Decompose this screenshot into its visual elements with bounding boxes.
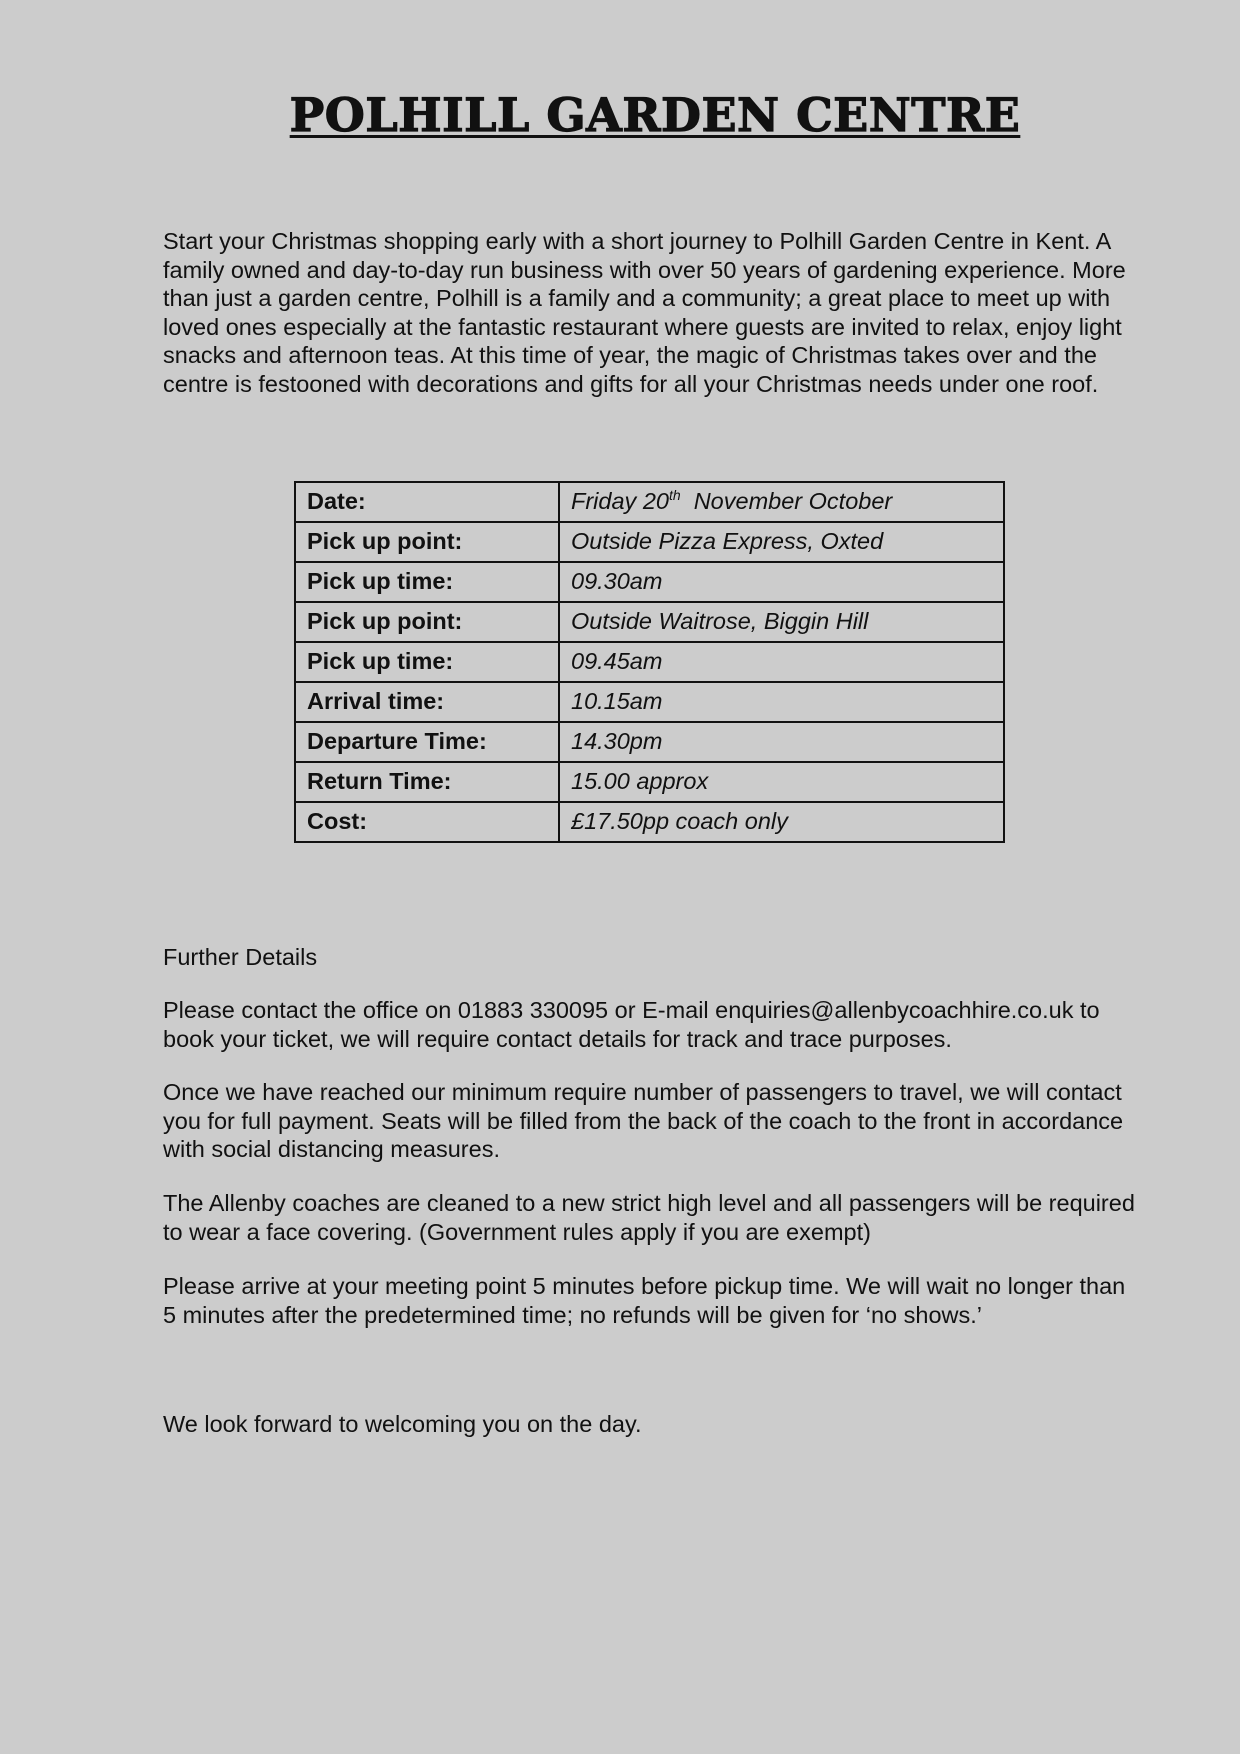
row-label: Date: xyxy=(295,482,559,522)
further-details-heading: Further Details xyxy=(163,944,318,970)
row-value: £17.50pp coach only xyxy=(559,802,1004,842)
row-label: Pick up point: xyxy=(295,522,559,562)
payment-paragraph: Once we have reached our minimum require number of passengers to travel, we will contact you for full payment. Seats will be filled from the back of the coach to the front in accordance with social distancing measures. xyxy=(163,1079,1124,1163)
arrival-paragraph: Please arrive at your meeting point 5 minutes before pickup time. We will wait no longer than 5 minutes after the predetermined time; no refunds will be given for ‘no shows.’ xyxy=(163,1273,1126,1328)
row-label: Pick up point: xyxy=(295,602,559,642)
row-label: Departure Time: xyxy=(295,722,559,762)
table-row xyxy=(295,762,1004,802)
date-ordinal-suffix: th xyxy=(668,487,681,504)
contact-paragraph: Please contact the office on 01883 330095 or E-mail enquiries@allenbycoachhire.co.uk to book your ticket, we will require contact details for track and trace purposes. xyxy=(163,997,1100,1052)
intro-paragraph: Start your Christmas shopping early with a short journey to Polhill Garden Centre in Kent. A family owned and day-to-day run business with over 50 years of gardening experience. More than just a garden centre, Polhill is a family and a community; a great place to meet up with loved ones especially at the fantastic restaurant where guests are invited to relax, enjoy light snacks and afternoon teas. At this time of year, the magic of Christmas takes over and the centre is festooned with decorations and gifts for all your Christmas needs under one roof. xyxy=(163,228,1126,397)
table-row xyxy=(295,562,1004,602)
table-row xyxy=(295,602,1004,642)
cleaning-paragraph: The Allenby coaches are cleaned to a new strict high level and all passengers will be required to wear a face covering. (Government rules apply if you are exempt) xyxy=(163,1190,1135,1245)
table-row xyxy=(295,802,1004,842)
row-value xyxy=(559,482,1004,522)
date-value: Friday 20 xyxy=(571,488,669,515)
table-row xyxy=(295,482,1004,522)
trip-details-table xyxy=(294,481,1005,843)
row-label: Pick up time: xyxy=(295,562,559,602)
table-row xyxy=(295,522,1004,562)
row-label: Return Time: xyxy=(295,762,559,802)
table-row xyxy=(295,682,1004,722)
row-value: 10.15am xyxy=(559,682,1004,722)
row-label: Cost: xyxy=(295,802,559,842)
date-month: November October xyxy=(680,488,893,515)
row-value: Outside Pizza Express, Oxted xyxy=(559,522,1004,562)
row-value: 15.00 approx xyxy=(559,762,1004,802)
table-row xyxy=(295,722,1004,762)
row-value: 14.30pm xyxy=(559,722,1004,762)
row-value: 09.45am xyxy=(559,642,1004,682)
row-label: Pick up time: xyxy=(295,642,559,682)
table-row xyxy=(295,642,1004,682)
closing-line: We look forward to welcoming you on the day. xyxy=(163,1411,642,1437)
page-title: POLHILL GARDEN CENTRE xyxy=(289,88,1021,142)
row-value: 09.30am xyxy=(559,562,1004,602)
row-label: Arrival time: xyxy=(295,682,559,722)
row-value: Outside Waitrose, Biggin Hill xyxy=(559,602,1004,642)
